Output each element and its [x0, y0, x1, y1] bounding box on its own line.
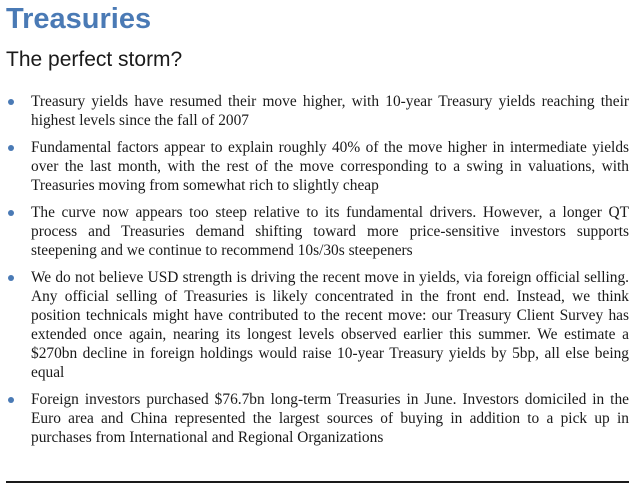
- bullet-item: [0, 92, 635, 130]
- bullet-dot-icon: [8, 210, 14, 216]
- bullet-dot-icon: [8, 99, 14, 105]
- bullet-item: [0, 390, 635, 447]
- page-subtitle: The perfect storm?: [6, 48, 183, 71]
- bullet-text: Fundamental factors appear to explain roughly 40% of the move higher in intermediate yields over the last month, with the rest of the move corresponding to a swing in valuations, with Treasuries moving from somewhat rich to slightly cheap: [31, 139, 629, 194]
- bullet-dot-icon: [8, 397, 14, 403]
- bullet-item: [0, 203, 635, 260]
- bullet-dot-icon: [8, 275, 14, 281]
- bullet-text: We do not believe USD strength is driving the recent move in yields, via foreign official selling. Any official selling of Treasuries is likely concentrated in the front end. Instead, we think position technicals might have contributed to the recent move: our Treasury Client Survey has extended once again, nearing its longest levels observed earlier this summer. We estimate a $270bn decline in foreign holdings would raise 10-year Treasury yields by 5bp, all else being equal: [31, 269, 629, 381]
- bottom-divider: [6, 481, 629, 483]
- page-title: Treasuries: [6, 3, 152, 35]
- bullet-list: [0, 92, 635, 455]
- bullet-text: Foreign investors purchased $76.7bn long-term Treasuries in June. Investors domiciled in the Euro area and China represented the largest sources of buying in addition to a pick up in purchases from International and Regional Organizations: [31, 391, 629, 446]
- bullet-item: [0, 138, 635, 195]
- bullet-dot-icon: [8, 145, 14, 151]
- bullet-text: Treasury yields have resumed their move higher, with 10-year Treasury yields reaching their highest levels since the fall of 2007: [31, 93, 629, 129]
- bullet-text: The curve now appears too steep relative to its fundamental drivers. However, a longer QT process and Treasuries demand shifting toward more price-sensitive investors supports steepening and we continue to recommend 10s/30s steepeners: [31, 204, 629, 259]
- bullet-item: [0, 268, 635, 382]
